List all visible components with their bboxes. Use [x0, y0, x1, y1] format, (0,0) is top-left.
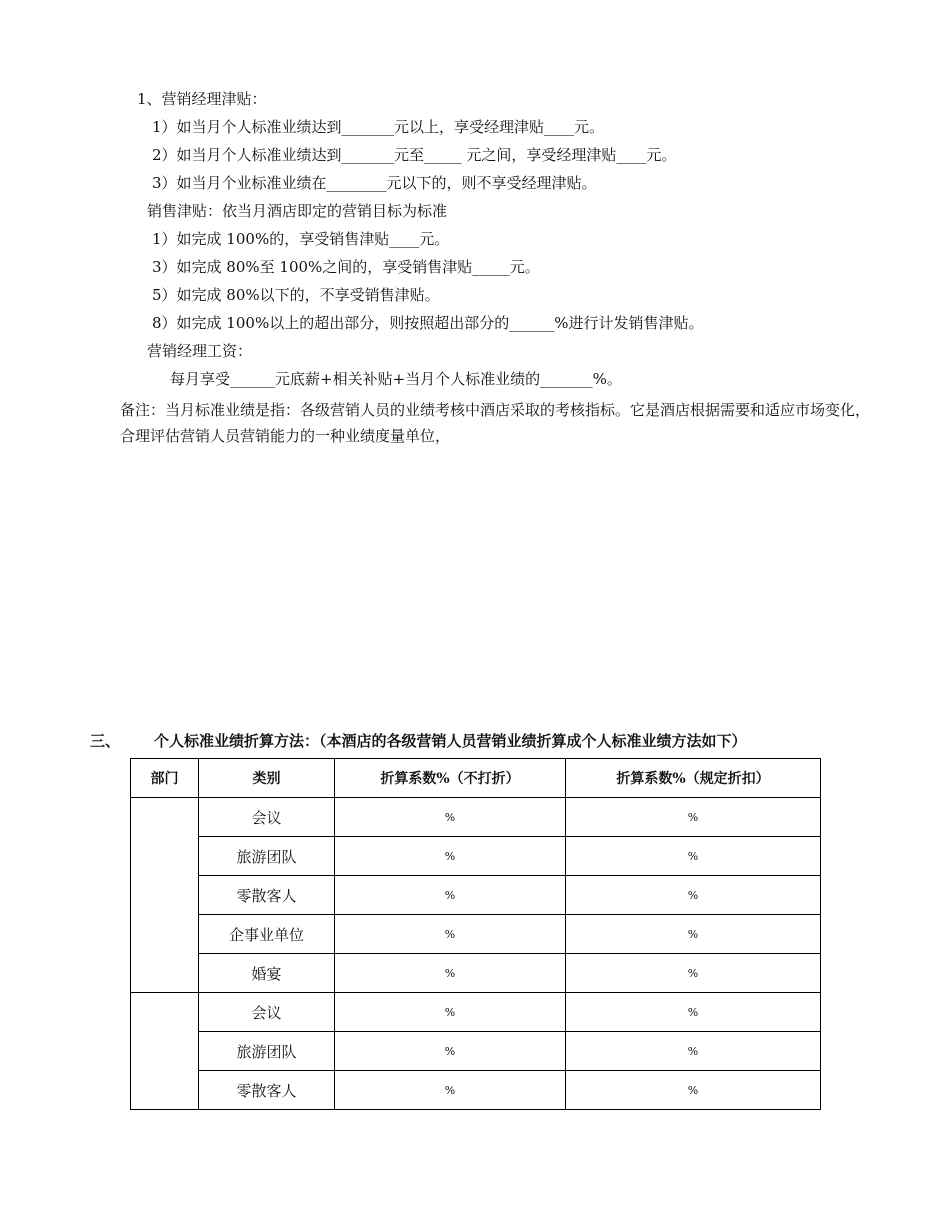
header-category: 类别	[199, 759, 335, 798]
conversion-table	[130, 758, 821, 1110]
manager-item-1: 1）如当月个人标准业绩达到_______元以上，享受经理津贴____元。	[152, 118, 605, 136]
no-discount-cell: %	[335, 1032, 566, 1071]
sales-item-2: 3）如完成 80%至 100%之间的，享受销售津贴_____元。	[152, 258, 540, 276]
no-discount-cell: %	[335, 1071, 566, 1110]
category-cell: 旅游团队	[199, 1032, 335, 1071]
table-row	[131, 798, 821, 837]
category-cell: 旅游团队	[199, 837, 335, 876]
discount-cell: %	[566, 1032, 821, 1071]
discount-cell: %	[566, 837, 821, 876]
header-discount: 折算系数%（规定折扣）	[566, 759, 821, 798]
header-department: 部门	[131, 759, 199, 798]
category-cell: 零散客人	[199, 1071, 335, 1110]
header-no-discount: 折算系数%（不打折）	[335, 759, 566, 798]
no-discount-cell: %	[335, 876, 566, 915]
table-row	[131, 915, 821, 954]
discount-cell: %	[566, 876, 821, 915]
sales-item-4: 8）如完成 100%以上的超出部分，则按照超出部分的______%进行计发销售津贴。	[152, 314, 704, 332]
department-cell	[131, 798, 199, 993]
category-cell: 会议	[199, 798, 335, 837]
department-cell	[131, 993, 199, 1110]
sales-item-3: 5）如完成 80%以下的，不享受销售津贴。	[152, 286, 440, 304]
category-cell: 零散客人	[199, 876, 335, 915]
manager-allowance-title: 1、营销经理津贴：	[137, 90, 267, 108]
table-row	[131, 1032, 821, 1071]
discount-cell: %	[566, 1071, 821, 1110]
discount-cell: %	[566, 798, 821, 837]
remark-note: 备注：当月标准业绩是指：各级营销人员的业绩考核中酒店采取的考核指标。它是酒店根据需要和适应市场变化，合理评估营销人员营销能力的一种业绩度量单位，	[120, 401, 871, 445]
no-discount-cell: %	[335, 837, 566, 876]
category-cell: 会议	[199, 993, 335, 1032]
no-discount-cell: %	[335, 915, 566, 954]
discount-cell: %	[566, 915, 821, 954]
table-row	[131, 993, 821, 1032]
table-row	[131, 837, 821, 876]
table-row	[131, 1071, 821, 1110]
salary-title: 营销经理工资：	[147, 342, 253, 360]
table-row	[131, 954, 821, 993]
discount-cell: %	[566, 993, 821, 1032]
category-cell: 婚宴	[199, 954, 335, 993]
table-header-row	[131, 759, 821, 798]
sales-allowance-title: 销售津贴：依当月酒店即定的营销目标为标准	[147, 202, 448, 220]
section-number: 三、	[90, 732, 121, 750]
manager-item-3: 3）如当月个业标准业绩在________元以下的，则不享受经理津贴。	[152, 174, 597, 192]
no-discount-cell: %	[335, 954, 566, 993]
table-row	[131, 876, 821, 915]
salary-formula: 每月享受______元底薪+相关补贴+当月个人标准业绩的_______%。	[170, 370, 622, 388]
no-discount-cell: %	[335, 798, 566, 837]
section-title: 个人标准业绩折算方法：（本酒店的各级营销人员营销业绩折算成个人标准业绩方法如下）	[154, 732, 747, 750]
category-cell: 企事业单位	[199, 915, 335, 954]
no-discount-cell: %	[335, 993, 566, 1032]
discount-cell: %	[566, 954, 821, 993]
sales-item-1: 1）如完成 100%的，享受销售津贴____元。	[152, 230, 450, 248]
manager-item-2: 2）如当月个人标准业绩达到_______元至_____ 元之间，享受经理津贴____元。	[152, 146, 677, 164]
